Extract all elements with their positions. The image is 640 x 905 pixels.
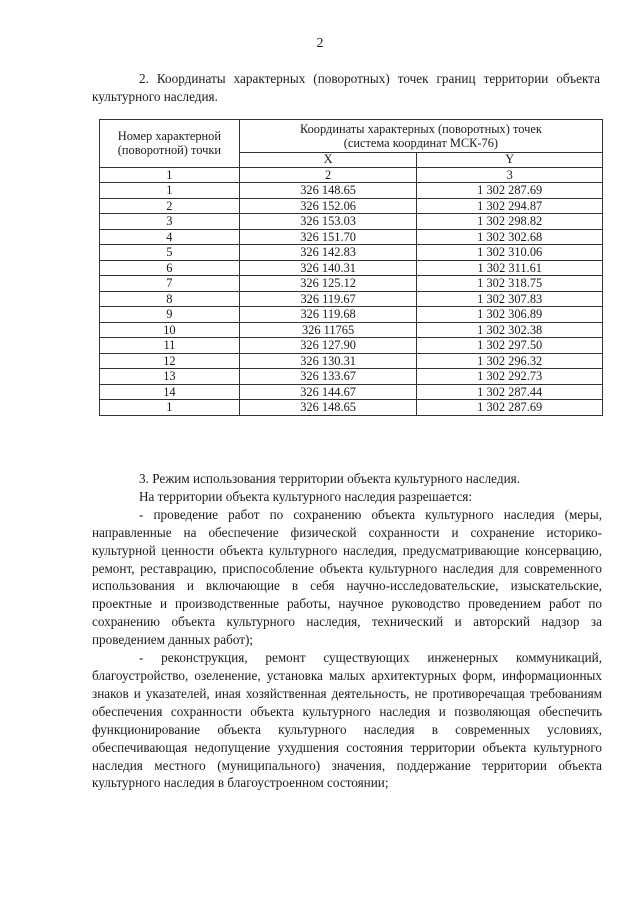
y-coordinate-cell: 1 302 306.89 — [417, 307, 603, 323]
x-coordinate-cell: 326 148.65 — [239, 183, 417, 199]
table-row — [100, 229, 603, 245]
y-coordinate-cell: 1 302 287.44 — [417, 384, 603, 400]
header-point-number: Номер характерной (поворотной) точки — [100, 120, 240, 168]
x-coordinate-cell: 326 142.83 — [239, 245, 417, 261]
y-coordinate-cell: 1 302 292.73 — [417, 369, 603, 385]
point-number-cell: 13 — [100, 369, 240, 385]
table-row — [100, 276, 603, 292]
table-row — [100, 353, 603, 369]
table-row — [100, 214, 603, 230]
y-coordinate-cell: 1 302 294.87 — [417, 198, 603, 214]
header-coordinates — [239, 120, 602, 153]
table-row — [100, 338, 603, 354]
y-coordinate-cell: 1 302 297.50 — [417, 338, 603, 354]
table-row — [100, 245, 603, 261]
table-row — [100, 183, 603, 199]
column-index-1: 1 — [100, 167, 240, 183]
x-coordinate-cell: 326 133.67 — [239, 369, 417, 385]
point-number-cell: 6 — [100, 260, 240, 276]
x-coordinate-cell: 326 11765 — [239, 322, 417, 338]
section-3-heading: 3. Режим использования территории объекта культурного наследия. — [139, 471, 520, 486]
point-number-cell: 3 — [100, 214, 240, 230]
table-row — [100, 291, 603, 307]
point-number-cell: 1 — [100, 400, 240, 416]
table-row — [100, 369, 603, 385]
y-coordinate-cell: 1 302 311.61 — [417, 260, 603, 276]
x-coordinate-cell: 326 151.70 — [239, 229, 417, 245]
point-number-cell: 5 — [100, 245, 240, 261]
point-number-cell: 2 — [100, 198, 240, 214]
point-number-cell: 10 — [100, 322, 240, 338]
x-coordinate-cell: 326 140.31 — [239, 260, 417, 276]
point-number-cell: 7 — [100, 276, 240, 292]
y-coordinate-cell: 1 302 310.06 — [417, 245, 603, 261]
table-row — [100, 322, 603, 338]
point-number-cell: 12 — [100, 353, 240, 369]
y-coordinate-cell: 1 302 318.75 — [417, 276, 603, 292]
section-3-item-1: - проведение работ по сохранению объекта культурного наследия (меры, направленные на обеспечение физической сохранности и сохранение историко-культурной ценности объекта культурного наследия, предусматривающие консервацию, ремонт, реставрацию, приспособление объекта культурного наследия для современного использования и включающие в себя научно-исследовательские, изыскательские, проектные и производственные работы, научное руководство проведением работ по сохранению объекта культурного наследия, технический и авторский надзор за проведением данных работ); — [92, 506, 602, 648]
x-coordinate-cell: 326 119.67 — [239, 291, 417, 307]
x-coordinate-cell: 326 125.12 — [239, 276, 417, 292]
point-number-cell: 1 — [100, 183, 240, 199]
coordinates-table — [99, 119, 603, 416]
y-coordinate-cell: 1 302 302.38 — [417, 322, 603, 338]
table-row — [100, 198, 603, 214]
point-number-cell: 14 — [100, 384, 240, 400]
point-number-cell: 11 — [100, 338, 240, 354]
point-number-cell: 9 — [100, 307, 240, 323]
x-coordinate-cell: 326 119.68 — [239, 307, 417, 323]
table-row — [100, 307, 603, 323]
x-coordinate-cell: 326 127.90 — [239, 338, 417, 354]
y-coordinate-cell: 1 302 302.68 — [417, 229, 603, 245]
x-coordinate-cell: 326 148.65 — [239, 400, 417, 416]
section-2-heading: 2. Координаты характерных (поворотных) точек границ территории объекта культурного наследия. — [92, 71, 600, 104]
section-3-intro: На территории объекта культурного наследия разрешается: — [139, 488, 473, 504]
header-x: X — [239, 153, 417, 168]
point-number-cell: 8 — [100, 291, 240, 307]
x-coordinate-cell: 326 152.06 — [239, 198, 417, 214]
y-coordinate-cell: 1 302 287.69 — [417, 183, 603, 199]
table-row — [100, 384, 603, 400]
column-index-2: 2 — [239, 167, 417, 183]
header-coordinates-line1: Координаты характерных (поворотных) точек — [299, 122, 542, 136]
y-coordinate-cell: 1 302 287.69 — [417, 400, 603, 416]
section-3 — [92, 470, 602, 792]
y-coordinate-cell: 1 302 307.83 — [417, 291, 603, 307]
point-number-cell: 4 — [100, 229, 240, 245]
header-y: Y — [417, 153, 603, 168]
x-coordinate-cell: 326 153.03 — [239, 214, 417, 230]
page-number: 2 — [316, 36, 324, 51]
y-coordinate-cell: 1 302 298.82 — [417, 214, 603, 230]
column-index-3: 3 — [417, 167, 603, 183]
table-row — [100, 400, 603, 416]
x-coordinate-cell: 326 144.67 — [239, 384, 417, 400]
y-coordinate-cell: 1 302 296.32 — [417, 353, 603, 369]
x-coordinate-cell: 326 130.31 — [239, 353, 417, 369]
section-3-item-2: - реконструкция, ремонт существующих инженерных коммуникаций, благоустройство, озеленение, установка малых архитектурных форм, информационных знаков и указателей, иная хозяйственная деятельность, не противоречащая требованиям обеспечения сохранности объекта культурного наследия и позволяющая обеспечить функционирование объекта культурного наследия в современных условиях, обеспечивающая недопущение ухудшения состояния территории объекта культурного наследия местного (муниципального) значения, поддержание территории объекта культурного наследия в благоустроенном состоянии; — [92, 650, 602, 791]
table-row — [100, 260, 603, 276]
header-coordinates-line2: (система координат МСК-76) — [343, 136, 499, 150]
